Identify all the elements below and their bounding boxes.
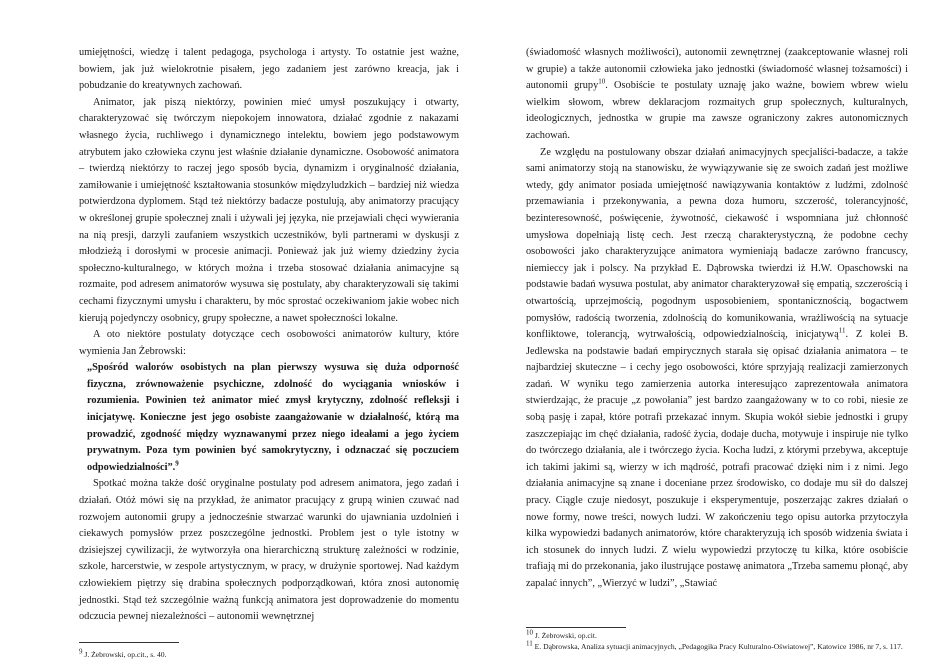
paragraph: A oto niektóre postulaty dotyczące cech osobowości animatorów kultury, które wymienia Jan Żebrowski: [79, 329, 459, 357]
footnote-divider [79, 642, 179, 643]
footnote-text: J. Żebrowski, op.cit., s. 40. [82, 650, 167, 659]
paragraph [526, 45, 908, 145]
footnote [526, 639, 908, 652]
right-text-column [526, 45, 908, 593]
footnote-ref-11[interactable]: 11 [838, 326, 846, 335]
paragraph [526, 145, 908, 593]
paragraph: Spotkać można także dość oryginalne postulaty pod adresem animatora, jego zadań i działań. Otóż mówi się na przykład, że animator pracujący z grupą winien czuwać nad rozwojem autonomii grupy a jednocześnie stwarzać warunki do ujawniania uzdolnień i ciekawych pomysłów przez poszczególne jednostki. Problem jest o tyle istotny w dzisiejszej cywilizacji, że wytworzyła ona hierarchiczną strukturę zależności w rodzinie, szkole, harcerstwie, w zespole artystycznym, w pracy, w drużynie sportowej. Nad każdym człowiekiem piętrzy się drabina społecznych podporządkowań, która znosi autonomię jednostki. Stąd też szczególnie ważną funkcją animatora jest doprowadzenie do momentu odczucia pewnej niezależności – autonomii wewnętrznej [79, 478, 459, 623]
footnote-text: J. Żebrowski, op.cit. [533, 631, 597, 640]
left-footnotes [79, 647, 459, 661]
footnote-ref-10[interactable]: 10 [598, 77, 606, 86]
footnote-mark: 9 [79, 647, 83, 656]
footnote-mark: 10 [526, 628, 533, 637]
paragraph: Animator, jak piszą niektórzy, powinien mieć umysł poszukujący i otwarty, charakteryzować się twórczym niepokojem innowatora, działać zgodnie z nakazami własnego życia, ruchliwego i dynamicznego intelektu, bowiem jego podstawowym atrybutem jako człowieka czynu jest właśnie działanie dynamiczne. Osobowość animatora – twierdzą niektórzy to raczej jego sposób bycia, dynamizm i oryginalność działania, zamiłowanie i umiejętność kształtowania stosunków międzyludzkich – bardziej niż wiedza potwierdzona dyplomem. Stąd też niektórzy badacze postulują, aby animatorzy pracujący w określonej grupie społecznej znali i używali jej języka, nie przejawiali chęci wywierania na nią presji, darzyli zaufaniem wszystkich uczestników, byli partnerami w dyskusji z młodzieżą i dorosłymi w procesie animacji. Ponieważ jak już wiemy dziedziny życia społeczno-kulturalnego, w których można i trzeba stosować działania animacyjne są rozmaite, pod adresem animatorów wysuwa się postulaty, aby charakteryzowali się takimi cechami fizycznymi umysłu i charakteru, by móc sprostać oczekiwaniom jakie wobec nich kierują pojedynczy osobnicy, grupy społeczne, a nawet społeczności lokalne. [79, 96, 459, 324]
footnote-text: E. Dąbrowska, Analiza sytuacji animacyjnych, „Pedagogika Pracy Kulturalno-Oświatowej”, Katowice 1986, nr 7, s. 117. [532, 642, 903, 651]
paragraph: umiejętności, wiedzę i talent pedagoga, psychologa i artysty. To ostatnie jest ważne, bowiem, jak już wielokrotnie pisałem, jego zadaniem jest zarówno kreacja, jak i pobudzanie do kreatywnych zachowań. [79, 47, 459, 92]
bold-quotation [87, 360, 459, 476]
right-footnotes [526, 628, 908, 653]
footnote-divider [526, 627, 626, 628]
quotation-text: „Spośród walorów osobistych na plan pierwszy wysuwa się duża odporność fizyczna, zrównoważenie psychiczne, zdolność do wyciągania wniosków i rozumienia. Powinien też animator mieć zmysł krytyczny, zdolność refleksji i inicjatywę. Konieczne jest jego osobiste zaangażowanie w działalność, którą ma prowadzić, zgodność między wyznawanymi przez niego ideałami a jego życiem prywatnym. Poza tym powinien być samokrytyczny, i odznaczać się poczuciem odpowiedzialności”. [87, 362, 459, 473]
paragraph-text: Ze względu na postulowany obszar działań animacyjnych specjaliści-badacze, a także sami animatorzy stoją na stanowisku, że wywiązywanie się ze swoich zadań jest możliwe wtedy, gdy animator posiada umiejętność nawiązywania kontaktów z ludźmi, zdolność przemawiania i przekonywania, a pewna doza humoru, szczerość, tolerancyjność, bezinteresowność, poświęcenie, żywotność, ciekawość i wspomniana już chłonność umysłowa dopełniają listę cech. Jest rzeczą charakterystyczną, że podobne cechy osobowości jako charakteryzujące animatora wymieniają badacze zarówno francuscy, niemieccy jak i polscy. Na przykład E. Dąbrowska twierdzi iż H.W. Opaschowski na podstawie badań wysuwa postulat, aby animator charakteryzował się empatią, szczerością i otwartością, uprzejmością, pogodnym usposobieniem, spontanicznością, bogactwem pomysłów, radością tworzenia, zdolnością do komunikowania, wrażliwością na sytuacje konfliktowe, tolerancją, wytrwałością, odpowiedzialnością, inicjatywą [526, 146, 908, 341]
footnote-mark: 11 [526, 639, 533, 648]
paragraph-text: (świadomość własnych możliwości), autonomii zewnętrznej (zaakceptowanie własnej roli w grupie) a także autonomii człowieka jako jednostki (świadomość własnej tożsamości) i autonomii grupy [526, 47, 908, 92]
paragraph-text-tail: . Osobiście te postulaty uznaję jako ważne, bowiem wbrew wielu wielkim słowom, wbrew deklaracjom rozmaitych grup społecznych, kulturalnych, ideologicznych, jednostka w grupie ma zawsze ograniczony zakres autonomicznych zachowań. [526, 80, 909, 141]
paragraph-text-tail: . Z kolei B. Jedlewska na podstawie badań empirycznych starała się opisać działania animatora – te najbardziej skuteczne – i cechy jego osobowości, które sprzyjają realizacji zamierzonych zadań. W wyniku tego zamierzenia autorka interesująco zaprezentowała animatora stwierdzając, że pracuje „z powołania” jest bardzo zaangażowany w to co robi, niesie ze sobą pasję i zapał, które potrafi przekazać innym. Skupia wokół siebie jednostki i grupy zaszczepiając im chęć działania, radość życia, dodaje ducha, motywuje i inspiruje nie tylko do twórczego działania, ale i twórczego życia. Kocha ludzi, z którymi przebywa, akceptuje ich takimi jakimi są, wierzy w ich mądrość, potrafi pracować dzięki nim i z nimi. Jego działania animacyjne są znane i doceniane przez środowisko, co dodaje mu sił do dalszej pracy. Ciągle czuje niedosyt, poszukuje i eksperymentuje, poszerzając zakres działań o nowe formy, nowe treści, nowych ludzi. W zakończeniu tego opisu autorka przytoczyła kilka wypowiedzi badanych animatorów, które charakteryzują ich sposób widzenia świata i ich stosunek do innych ludzi. Z wielu wypowiedzi przytoczę tu kilka, które osobiście trafiają mi do przekonania, jako ilustrujące postawę animatora „Trzeba samemu płonąć, aby zapalać innych”, „Wierzyć w ludzi”, „Stawiać [526, 329, 908, 589]
footnote-ref-9[interactable]: 9 [175, 459, 179, 468]
right-page [474, 0, 947, 670]
left-text-column [79, 45, 459, 626]
footnote [526, 628, 908, 641]
footnote [79, 647, 459, 660]
